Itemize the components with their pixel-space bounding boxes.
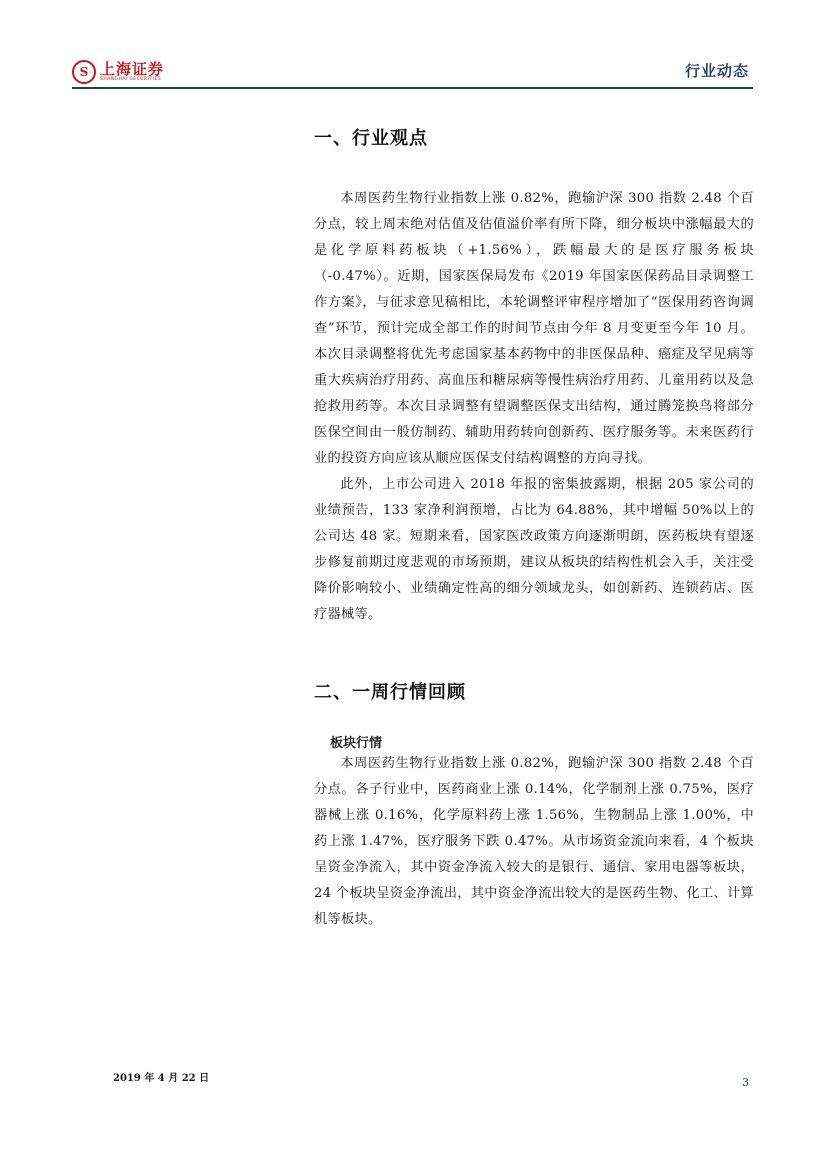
header-divider <box>72 87 753 89</box>
logo-wordmark <box>100 61 164 83</box>
logo-emblem-icon: S <box>72 60 96 84</box>
subsection-heading: 板块行情 <box>330 736 383 751</box>
page-header <box>0 0 827 90</box>
section-title-weekly-review: 二、一周行情回顾 <box>314 682 466 703</box>
report-type-label: 行业动态 <box>684 62 749 80</box>
company-logo <box>72 60 164 84</box>
logo-name: 上海证券 <box>100 60 165 78</box>
main-content <box>314 120 754 933</box>
report-date: 2019 年 4 月 22 日 <box>113 1073 210 1084</box>
section-title-industry-view: 一、行业观点 <box>314 128 428 149</box>
logo-english-name: SHANGHAI SECURITIES <box>100 77 162 82</box>
paragraph: 本周医药生物行业指数上涨 0.82%，跑输沪深 300 指数 2.48 个百分点，较上周末绝对估值及估值溢价率有所下降，细分板块中涨幅最大的是化学原料药板块（+1.56%），跌幅最大的是医疗服务板块（-0.47%）。近期，国家医保局发布《2019 年国家医保药品目录调整工作方案》，与征求意见稿相比，本轮调整评审程序增加了“医保用药咨询调查”环节，预计完成全部工作的时间节点由今年 8 月变更至今年 10 月。本次目录调整将优先考虑国家基本药物中的非医保品种、癌症及罕见病等重大疾病治疗用药、高血压和糖尿病等慢性病治疗用药、儿童用药以及急抢救用药等。本次目录调整有望调整医保支出结构，通过腾笼换鸟将部分医保空间由一般仿制药、辅助用药转向创新药、医疗服务等。未来医药行业的投资方向应该从顺应医保支付结构调整的方向寻找。 <box>314 191 754 466</box>
paragraph: 此外，上市公司进入 2018 年报的密集披露期，根据 205 家公司的业绩预告，133 家净利润预增，占比为 64.88%，其中增幅 50%以上的公司达 48 家。短期来看，国家医改政策方向逐渐明朗，医药板块有望逐步修复前期过度悲观的市场预期，建议从板块的结构性机会入手，关注受降价影响较小、业绩确定性高的细分领域龙头，如创新药、连锁药店、医疗器械等。 <box>314 477 754 622</box>
page-number: 3 <box>742 1076 749 1089</box>
paragraph: 本周医药生物行业指数上涨 0.82%，跑输沪深 300 指数 2.48 个百分点。各子行业中，医药商业上涨 0.14%，化学制剂上涨 0.75%，医疗器械上涨 0.16%，化学原料药上涨 1.56%，生物制品上涨 1.00%，中药上涨 1.47%，医疗服务下跌 0.47%。从市场资金流向来看，4 个板块呈资金净流入，其中资金净流入较大的是银行、通信、家用电器等板块，24 个板块呈资金净流出，其中资金净流出较大的是医药生物、化工、计算机等板块。 <box>314 756 754 927</box>
